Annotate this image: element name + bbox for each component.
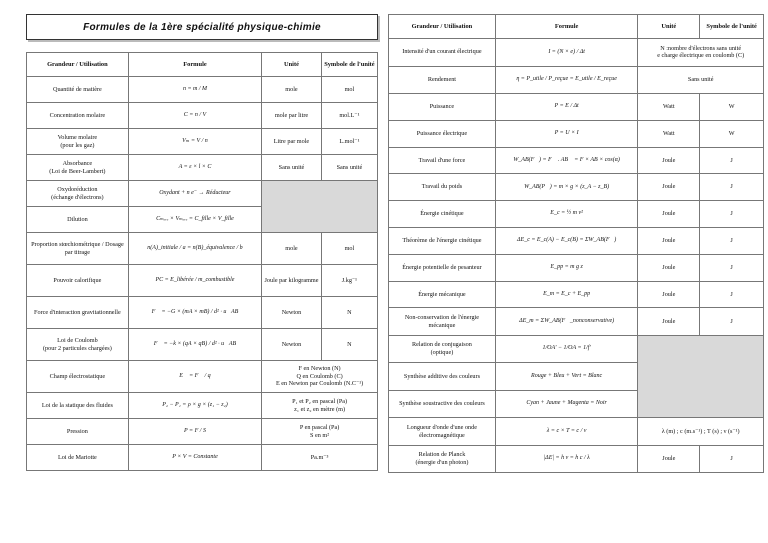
cell-symbole: J (700, 445, 764, 473)
header-formule: Formule (128, 53, 261, 77)
cell-unite: mole (262, 233, 322, 265)
cell-grandeur: Travail du poids (389, 174, 496, 201)
cell-grandeur: Pression (27, 419, 129, 445)
cell-unite: Joule (638, 227, 700, 254)
cell-grandeur: Synthèse additive des couleurs (389, 363, 496, 391)
cell-unite: Joule (638, 174, 700, 201)
header-grandeur: Grandeur / Utilisation (389, 15, 496, 39)
header-symbole: Symbole de l'unité (321, 53, 377, 77)
cell-formule: W_AB(F⃗) = F⃗ . AB⃗ = F × AB × cos(α) (495, 147, 638, 174)
cell-unite: Joule (638, 147, 700, 174)
cell-unite: Joule (638, 308, 700, 336)
table-row (27, 77, 378, 103)
cell-unite: Joule (638, 445, 700, 473)
table-row (389, 281, 764, 308)
cell-formule: Cyan + Jaune + Magenta = Noir (495, 390, 638, 418)
right-column (388, 14, 764, 473)
cell-unite: Watt (638, 120, 700, 147)
cell-grandeur: Force d'interaction gravitationnelle (27, 297, 129, 329)
cell-symbole: N (321, 329, 377, 361)
table-row (27, 393, 378, 419)
cell-grandeur: Longueur d'onde d'une onde électromagnétique (389, 418, 496, 446)
cell-unite: Joule (638, 201, 700, 228)
table-row (389, 94, 764, 121)
table-row (389, 39, 764, 67)
cell-grandeur: Dilution (27, 207, 129, 233)
table-row (389, 120, 764, 147)
cell-unite: Joule (638, 281, 700, 308)
table-row (389, 201, 764, 228)
cell-formule: C = n / V (128, 103, 261, 129)
cell-grandeur: Synthèse soustractive des couleurs (389, 390, 496, 418)
cell-symbole: J (700, 254, 764, 281)
cell-formule: η = P_utile / P_reçue = E_utile / E_reçue (495, 66, 638, 94)
cell-formule: Vₘ = V / n (128, 129, 261, 155)
right-formula-table (388, 14, 764, 473)
header-unite: Unité (262, 53, 322, 77)
cell-grandeur: Concentration molaire (27, 103, 129, 129)
table-row (389, 445, 764, 473)
cell-unite: Litre par mole (262, 129, 322, 155)
cell-unite: Watt (638, 94, 700, 121)
cell-grandeur: Pouvoir calorifique (27, 265, 129, 297)
table-row (389, 254, 764, 281)
cell-empty-grey (262, 181, 378, 233)
cell-grandeur: Théorème de l'énergie cinétique (389, 227, 496, 254)
cell-formule: λ = c × T = c / ν (495, 418, 638, 446)
header-symbole: Symbole de l'unité (700, 15, 764, 39)
table-header-row (389, 15, 764, 39)
cell-symbole: W (700, 120, 764, 147)
cell-grandeur: Oxydoréduction (échange d'électrons) (27, 181, 129, 207)
cell-grandeur: Énergie potentielle de pesanteur (389, 254, 496, 281)
cell-grandeur: Énergie mécanique (389, 281, 496, 308)
cell-formule: E⃗ = F⃗ / q (128, 361, 261, 393)
cell-formule: P₂ − P₁ = ρ × g × (z₁ − z₂) (128, 393, 261, 419)
left-formula-table (26, 52, 378, 471)
cell-symbole: J (700, 227, 764, 254)
cell-grandeur: Champ électrostatique (27, 361, 129, 393)
cell-unite: mole par litre (262, 103, 322, 129)
cell-symbole: J (700, 201, 764, 228)
header-formule: Formule (495, 15, 638, 39)
cell-formule: P = F / S (128, 419, 261, 445)
cell-symbole: J (700, 281, 764, 308)
table-row (389, 418, 764, 446)
table-row (27, 265, 378, 297)
left-column (26, 14, 378, 471)
cell-unite-merged: F en Newton (N) Q en Coulomb (C) E en Newton par Coulomb (N.C⁻¹) (262, 361, 378, 393)
table-row (27, 297, 378, 329)
table-row (389, 308, 764, 336)
cell-symbole: W (700, 94, 764, 121)
cell-grandeur: Relation de conjugaison (optique) (389, 335, 496, 363)
cell-formule: n(A)_initiale / a = n(B)_équivalence / b (128, 233, 261, 265)
cell-unite: Joule par kilogramme (262, 265, 322, 297)
cell-symbole: J (700, 308, 764, 336)
cell-formule: E_pp = m g z (495, 254, 638, 281)
cell-formule: P × V = Constante (128, 445, 261, 471)
table-header-row (27, 53, 378, 77)
cell-unite: Joule (638, 254, 700, 281)
cell-formule: I = (N × e) / Δt (495, 39, 638, 67)
cell-grandeur: Non-conservation de l'énergie mécanique (389, 308, 496, 336)
cell-formule: ΔE_m = ΣW_AB(F⃗_nonconservative) (495, 308, 638, 336)
table-row (389, 335, 764, 363)
cell-unite: mole (262, 77, 322, 103)
cell-grandeur: Puissance (389, 94, 496, 121)
table-row (389, 147, 764, 174)
cell-symbole: mol (321, 233, 377, 265)
table-row (27, 361, 378, 393)
header-grandeur: Grandeur / Utilisation (27, 53, 129, 77)
cell-formule: 1/OA' − 1/OA = 1/f' (495, 335, 638, 363)
cell-grandeur: Volume molaire (pour les gaz) (27, 129, 129, 155)
table-row (27, 103, 378, 129)
cell-symbole: J.kg⁻¹ (321, 265, 377, 297)
cell-unite: Newton (262, 329, 322, 361)
cell-grandeur: Énergie cinétique (389, 201, 496, 228)
cell-grandeur: Relation de Planck (énergie d'un photon) (389, 445, 496, 473)
cell-grandeur: Intensité d'un courant électrique (389, 39, 496, 67)
table-row (389, 227, 764, 254)
cell-symbole: N (321, 297, 377, 329)
cell-grandeur: Puissance électrique (389, 120, 496, 147)
cell-formule: Rouge + Bleu + Vert = Blanc (495, 363, 638, 391)
cell-grandeur: Loi de Mariotte (27, 445, 129, 471)
cell-grandeur: Loi de Coulomb (pour 2 particules chargées) (27, 329, 129, 361)
cell-unite-merged: P₁ et P₂ en pascal (Pa) z₁ et z₂ en mètre (m) (262, 393, 378, 419)
cell-unite-merged: N :nombre d'électrons sans unité e charge électrique en coulomb (C) (638, 39, 764, 67)
cell-symbole: mol (321, 77, 377, 103)
cell-unite-merged: λ (m) ; c (m.s⁻¹) ; T (s) ; ν (s⁻¹) (638, 418, 764, 446)
table-row (27, 155, 378, 181)
cell-formule: P = E / Δt (495, 94, 638, 121)
table-row (27, 129, 378, 155)
cell-grandeur: Quantité de matière (27, 77, 129, 103)
table-row (27, 233, 378, 265)
cell-grandeur: Loi de la statique des fluides (27, 393, 129, 419)
table-row (27, 329, 378, 361)
cell-formule: F⃗ = −G × (mA × mB) / d² · u⃗AB (128, 297, 261, 329)
cell-grandeur: Proportion stœchiométrique / Dosage par titrage (27, 233, 129, 265)
cell-formule: |ΔE| = h ν = h c / λ (495, 445, 638, 473)
table-row (27, 419, 378, 445)
page-title: Formules de la 1ère spécialité physique-chimie (83, 21, 321, 33)
cell-symbole: J (700, 147, 764, 174)
cell-formule: PC = E_libérée / m_combustible (128, 265, 261, 297)
cell-unite-merged: Pa.m⁻³ (262, 445, 378, 471)
cell-grandeur: Rendement (389, 66, 496, 94)
cell-formule: ΔE_c = E_c(A) − E_c(B) = ΣW_AB(F⃗) (495, 227, 638, 254)
cell-formule: E_c = ½ m v² (495, 201, 638, 228)
cell-formule: Cₘₑᵣₑ × Vₘₑᵣₑ = C_fille × V_fille (128, 207, 261, 233)
cell-symbole: mol.L⁻¹ (321, 103, 377, 129)
table-row (27, 445, 378, 471)
table-row (27, 181, 378, 207)
cell-formule: F⃗ = −k × (qA × qB) / d² · u⃗AB (128, 329, 261, 361)
cell-formule: W_AB(P⃗) = m × g × (z_A − z_B) (495, 174, 638, 201)
cell-unite: Sans unité (262, 155, 322, 181)
cell-grandeur: Absorbance (Loi de Beer-Lambert) (27, 155, 129, 181)
cell-symbole: J (700, 174, 764, 201)
cell-empty-grey (638, 335, 764, 418)
cell-formule: A = ε × l × C (128, 155, 261, 181)
table-row (389, 174, 764, 201)
title-box (26, 14, 378, 40)
cell-symbole: Sans unité (321, 155, 377, 181)
cell-symbole: L.mol⁻¹ (321, 129, 377, 155)
header-unite: Unité (638, 15, 700, 39)
cell-formule: E_m = E_c + E_pp (495, 281, 638, 308)
cell-formule: n = m / M (128, 77, 261, 103)
cell-formule: P = U × I (495, 120, 638, 147)
cell-grandeur: Travail d'une force (389, 147, 496, 174)
cell-unite-merged: Sans unité (638, 66, 764, 94)
cell-formule: Oxydant + n e⁻ → Réducteur (128, 181, 261, 207)
cell-unite: Newton (262, 297, 322, 329)
table-row (389, 66, 764, 94)
cell-unite-merged: P en pascal (Pa) S en m² (262, 419, 378, 445)
